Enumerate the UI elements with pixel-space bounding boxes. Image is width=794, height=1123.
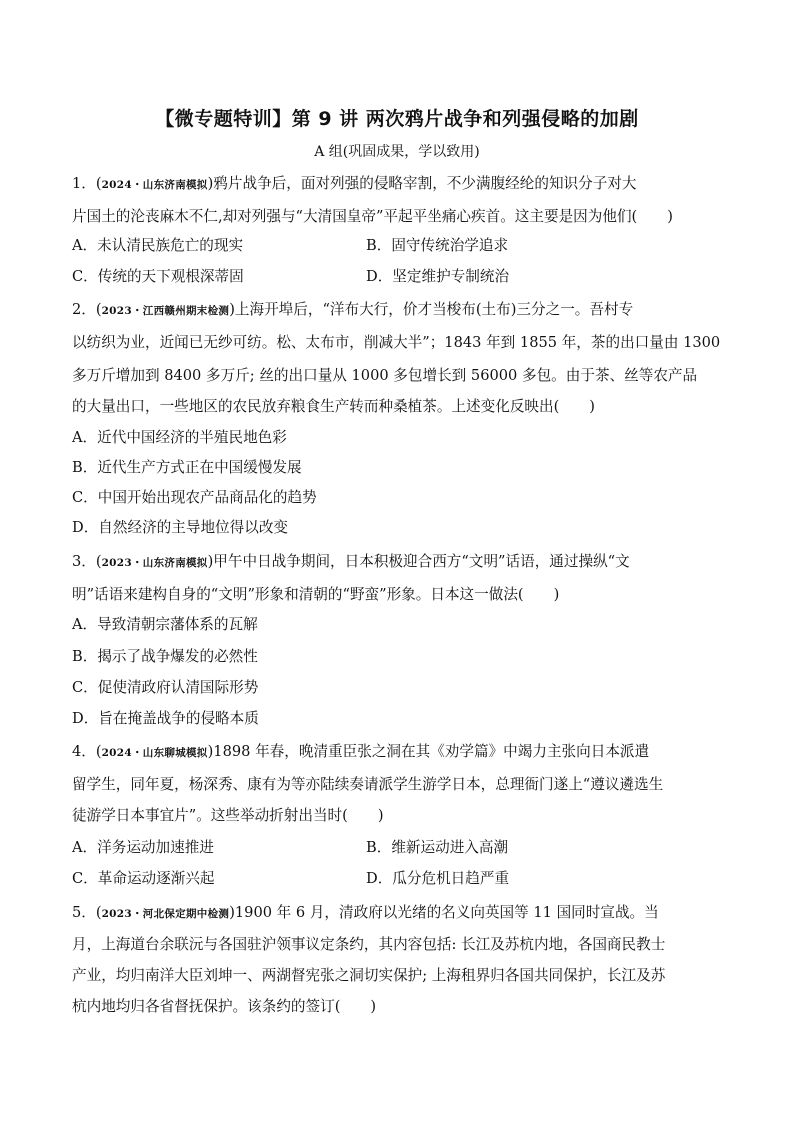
question-4-option-b[interactable]: B．维新运动进入高潮 [366,839,509,856]
question-4-line-1: 4．(2024・山东聊城模拟)1898 年春，晚清重臣张之洞在其《劝学篇》中竭力主张向日本派遣 [72,743,650,760]
question-5-line-4: 杭内地均归各省督抚保护。该条约的签订( ) [72,998,377,1015]
page-title: 【微专题特训】第 9 讲 两次鸦片战争和列强侵略的加剧 [155,108,639,130]
question-5-line-3: 产业，均归南洋大臣刘坤一、两湖督宪张之洞切实保护; 上海租界归各国共同保护，长江及苏 [72,967,666,984]
question-2-line-1: 2．(2023・江西赣州期末检测)上海开埠后，“洋布大行，价才当梭布(土布)三分之一。吾村专 [72,301,634,318]
question-1-option-b[interactable]: B．固守传统治学追求 [366,237,509,254]
question-2-line-3: 多万斤增加到 8400 多万斤; 丝的出口量从 1000 多包增长到 56000 多包。由于茶、丝等农产品 [72,367,698,384]
question-3-option-c[interactable]: C．促使清政府认清国际形势 [72,679,259,696]
question-1-line-1: 1．(2024・山东济南模拟)鸦片战争后，面对列强的侵略宰割，不少满腹经纶的知识分子对大 [72,175,637,192]
question-3-option-a[interactable]: A．导致清朝宗藩体系的瓦解 [72,616,258,633]
question-4-source: 2024・山东聊城模拟 [101,747,208,759]
question-2-source: 2023・江西赣州期末检测 [101,305,230,317]
question-5-source: 2023・河北保定期中检测 [101,908,230,920]
question-3-source: 2023・山东济南模拟 [101,557,208,569]
question-1-option-d[interactable]: D．坚定维护专制统治 [366,268,510,285]
question-4-option-a[interactable]: A．洋务运动加速推进 [72,839,214,856]
question-4-line-3: 徒游学日本事宜片”。这些举动折射出当时( ) [72,807,384,824]
question-2-line-4: 的大量出口，一些地区的农民放弃粮食生产转而种桑植茶。上述变化反映出( ) [72,398,595,415]
question-2-line-2: 以纺织为业，近闻已无纱可纺。松、太布市，削减大半”；1843 年到 1855 年，茶的出口量由 1300 [72,334,721,351]
question-1-line-2: 片国土的沦丧麻木不仁,却对列强与“大清国皇帝”平起平坐痛心疾首。这主要是因为他们( ) [72,208,673,225]
question-3-option-d[interactable]: D．旨在掩盖战争的侵略本质 [72,710,259,727]
question-3-option-b[interactable]: B．揭示了战争爆发的必然性 [72,648,258,665]
question-2-option-d[interactable]: D．自然经济的主导地位得以改变 [72,519,289,536]
section-subtitle: A 组(巩固成果，学以致用) [314,144,480,160]
question-4-option-d[interactable]: D．瓜分危机日趋严重 [366,870,510,887]
question-1-option-c[interactable]: C．传统的天下观根深蒂固 [72,268,244,285]
question-5-line-2: 月，上海道台余联沅与各国驻沪领事议定条约，其内容包括: 长江及苏杭内地，各国商民教士 [72,936,666,953]
question-2-option-a[interactable]: A．近代中国经济的半殖民地色彩 [72,429,287,446]
question-1-option-a[interactable]: A．未认清民族危亡的现实 [72,237,244,254]
question-3-line-2: 明”话语来建构自身的“文明”形象和清朝的“野蛮”形象。日本这一做法( ) [72,586,560,603]
question-5-line-1: 5．(2023・河北保定期中检测)1900 年 6 月，清政府以光绪的名义向英国等 11 国同时宣战。当 [72,904,659,921]
question-3-line-1: 3．(2023・山东济南模拟)甲午中日战争期间，日本积极迎合西方“文明”话语，通过操纵“文 [72,553,630,570]
question-4-line-2: 留学生，同年夏，杨深秀、康有为等亦陆续奏请派学生游学日本，总理衙门遂上“遵议遴选生 [72,776,664,793]
question-2-option-c[interactable]: C．中国开始出现农产品商品化的趋势 [72,489,317,506]
question-4-option-c[interactable]: C．革命运动逐渐兴起 [72,870,215,887]
question-1-source: 2024・山东济南模拟 [101,179,208,191]
question-2-option-b[interactable]: B．近代生产方式正在中国缓慢发展 [72,459,302,476]
